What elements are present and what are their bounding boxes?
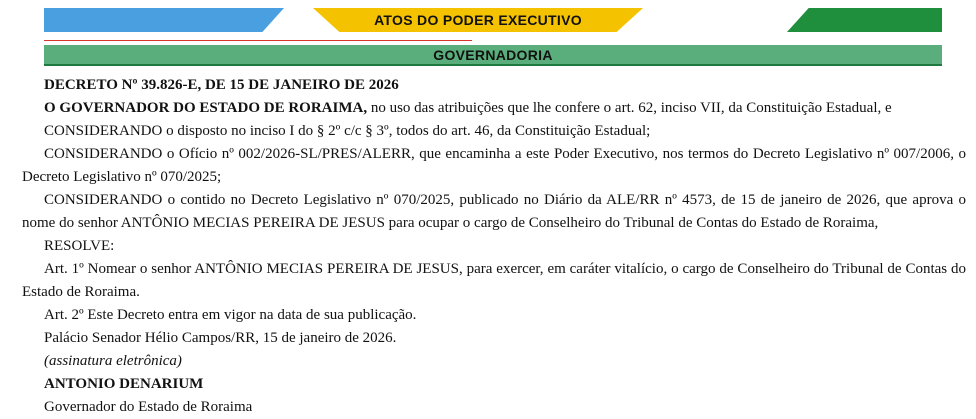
signer-role: Governador do Estado de Roraima <box>44 399 253 415</box>
resolve-label: RESOLVE: <box>44 238 115 254</box>
decree-title: DECRETO Nº 39.826-E, DE 15 DE JANEIRO DE 2026 <box>44 77 399 93</box>
considering-3: CONSIDERANDO o contido no Decreto Legislativo nº 070/2025, publicado no Diário da ALE/RR nº 4573, de 15 de janeiro de 2026, que aprova o nome do senhor ANTÔNIO MECIAS PEREIRA DE JESUS para ocupar o cargo de Conselheiro do Tribunal de Contas do Estado de Roraima, <box>22 192 966 231</box>
section-title: ATOS DO PODER EXECUTIVO <box>374 12 582 28</box>
considering-1: CONSIDERANDO o disposto no inciso I do § 2º c/c § 3º, todos do art. 46, da Constituição Estadual; <box>44 123 651 139</box>
intro-rest: no uso das atribuições que lhe confere o art. 62, inciso VII, da Constituição Estadual, e <box>367 100 892 116</box>
article-2: Art. 2º Este Decreto entra em vigor na data de sua publicação. <box>44 307 417 323</box>
considering-2: CONSIDERANDO o Ofício nº 002/2026-SL/PRES/ALERR, que encaminha a este Poder Executivo, nos termos do Decreto Legislativo nº 007/2006, o Decreto Legislativo nº 070/2025; <box>22 146 966 185</box>
blue-banner-shape <box>44 8 284 32</box>
header-banner <box>0 8 976 34</box>
red-rule <box>44 40 472 41</box>
intro-bold: O GOVERNADOR DO ESTADO DE RORAIMA, <box>44 100 368 116</box>
signer-name: ANTONIO DENARIUM <box>44 376 204 392</box>
decree-body <box>0 74 976 419</box>
green-banner-shape <box>787 8 942 32</box>
signature-note: (assinatura eletrônica) <box>44 353 182 369</box>
article-1: Art. 1º Nomear o senhor ANTÔNIO MECIAS PEREIRA DE JESUS, para exercer, em caráter vitalício, o cargo de Conselheiro do Tribunal de Contas do Estado de Roraima. <box>22 261 966 300</box>
subsection-title: GOVERNADORIA <box>433 47 553 63</box>
place-date: Palácio Senador Hélio Campos/RR, 15 de janeiro de 2026. <box>44 330 397 346</box>
decree-intro <box>0 97 976 120</box>
subsection-bar <box>44 45 942 66</box>
